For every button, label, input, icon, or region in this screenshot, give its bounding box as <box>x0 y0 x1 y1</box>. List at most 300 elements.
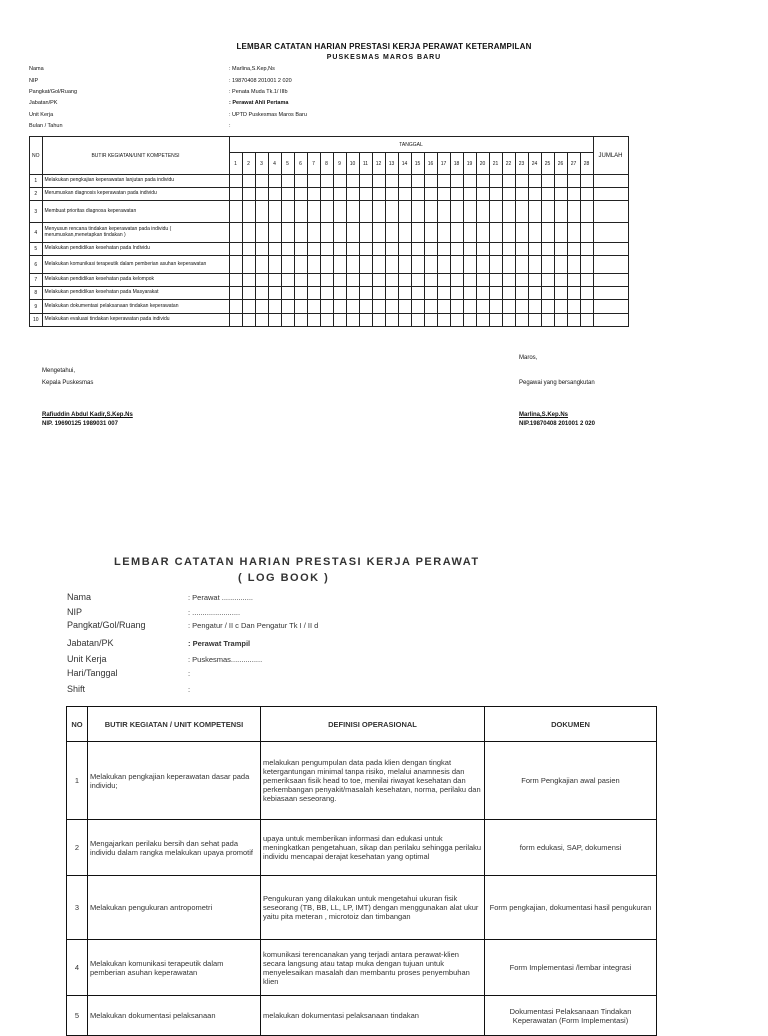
day-cell[interactable] <box>229 175 242 188</box>
day-cell[interactable] <box>424 300 437 314</box>
total-cell[interactable] <box>593 243 628 256</box>
day-cell[interactable] <box>255 201 268 223</box>
day-cell[interactable] <box>333 274 346 287</box>
day-cell[interactable] <box>437 274 450 287</box>
day-cell[interactable] <box>567 287 580 300</box>
day-cell[interactable] <box>463 175 476 188</box>
day-cell[interactable] <box>502 256 515 274</box>
day-cell[interactable] <box>255 274 268 287</box>
day-cell[interactable] <box>320 314 333 327</box>
day-cell[interactable] <box>281 256 294 274</box>
day-cell[interactable] <box>294 223 307 243</box>
day-cell[interactable] <box>476 188 489 201</box>
day-cell[interactable] <box>346 314 359 327</box>
day-cell[interactable] <box>320 188 333 201</box>
day-cell[interactable] <box>476 201 489 223</box>
activity-header: BUTIR KEGIATAN/UNIT KOMPETENSI <box>42 137 229 175</box>
day-cell[interactable] <box>554 314 567 327</box>
day-cell[interactable] <box>359 188 372 201</box>
day-cell[interactable] <box>398 243 411 256</box>
day-cell[interactable] <box>359 300 372 314</box>
day-cell[interactable] <box>424 175 437 188</box>
day-cell[interactable] <box>502 223 515 243</box>
day-cell[interactable] <box>567 314 580 327</box>
day-cell[interactable] <box>268 188 281 201</box>
day-cell[interactable] <box>489 243 502 256</box>
day-cell[interactable] <box>307 256 320 274</box>
day-cell[interactable] <box>502 201 515 223</box>
day-cell[interactable] <box>424 256 437 274</box>
day-cell[interactable] <box>567 300 580 314</box>
day-cell[interactable] <box>411 274 424 287</box>
day-cell[interactable] <box>372 300 385 314</box>
day-cell[interactable] <box>281 223 294 243</box>
day-cell[interactable] <box>424 201 437 223</box>
day-cell[interactable] <box>463 314 476 327</box>
day-cell[interactable] <box>385 175 398 188</box>
day-cell[interactable] <box>229 287 242 300</box>
day-cell[interactable] <box>528 300 541 314</box>
day-cell[interactable] <box>255 300 268 314</box>
day-cell[interactable] <box>424 223 437 243</box>
day-cell[interactable] <box>372 201 385 223</box>
day-cell[interactable] <box>294 256 307 274</box>
day-cell[interactable] <box>476 314 489 327</box>
day-cell[interactable] <box>229 201 242 223</box>
day-cell[interactable] <box>385 287 398 300</box>
day-cell[interactable] <box>489 175 502 188</box>
day-cell[interactable] <box>229 314 242 327</box>
day-cell[interactable] <box>528 314 541 327</box>
day-cell[interactable] <box>242 287 255 300</box>
day-cell[interactable] <box>255 223 268 243</box>
day-cell[interactable] <box>385 274 398 287</box>
day-cell[interactable] <box>242 256 255 274</box>
total-cell[interactable] <box>593 256 628 274</box>
day-cell[interactable] <box>528 201 541 223</box>
sheet1-subtitle: PUSKESMAS MAROS BARU <box>326 54 442 61</box>
day-cell[interactable] <box>242 188 255 201</box>
day-cell[interactable] <box>489 201 502 223</box>
total-cell[interactable] <box>593 175 628 188</box>
day-cell[interactable] <box>502 188 515 201</box>
day-cell[interactable] <box>515 256 528 274</box>
day-cell[interactable] <box>450 287 463 300</box>
day-cell[interactable] <box>268 300 281 314</box>
day-cell[interactable] <box>385 314 398 327</box>
day-cell[interactable] <box>372 175 385 188</box>
day-cell[interactable] <box>437 256 450 274</box>
day-cell[interactable] <box>554 243 567 256</box>
day-cell[interactable] <box>411 300 424 314</box>
day-cell[interactable] <box>372 188 385 201</box>
day-cell[interactable] <box>307 300 320 314</box>
day-cell[interactable] <box>255 243 268 256</box>
day-cell[interactable] <box>281 188 294 201</box>
day-cell[interactable] <box>554 201 567 223</box>
day-cell[interactable] <box>541 188 554 201</box>
day-cell[interactable] <box>567 243 580 256</box>
day-cell[interactable] <box>476 223 489 243</box>
day-cell[interactable] <box>268 243 281 256</box>
day-cell[interactable] <box>437 201 450 223</box>
day-cell[interactable] <box>346 256 359 274</box>
day-cell[interactable] <box>398 223 411 243</box>
day-cell[interactable] <box>450 201 463 223</box>
day-cell[interactable] <box>229 243 242 256</box>
day-cell[interactable] <box>333 175 346 188</box>
total-cell[interactable] <box>593 314 628 327</box>
day-cell[interactable] <box>489 274 502 287</box>
day-cell[interactable] <box>281 287 294 300</box>
day-cell[interactable] <box>242 201 255 223</box>
day-cell[interactable] <box>567 223 580 243</box>
day-cell[interactable] <box>229 274 242 287</box>
day-cell[interactable] <box>515 243 528 256</box>
day-cell[interactable] <box>450 188 463 201</box>
day-cell[interactable] <box>502 287 515 300</box>
day-cell[interactable] <box>333 314 346 327</box>
day-cell[interactable] <box>567 201 580 223</box>
day-cell[interactable] <box>476 243 489 256</box>
day-cell[interactable] <box>320 300 333 314</box>
day-cell[interactable] <box>255 175 268 188</box>
day-cell[interactable] <box>554 274 567 287</box>
day-cell[interactable] <box>268 175 281 188</box>
day-cell[interactable] <box>476 287 489 300</box>
day-cell[interactable] <box>411 188 424 201</box>
day-cell[interactable] <box>424 274 437 287</box>
day-cell[interactable] <box>502 314 515 327</box>
day-cell[interactable] <box>554 300 567 314</box>
day-cell[interactable] <box>385 256 398 274</box>
day-cell[interactable] <box>307 314 320 327</box>
sheet1-field-label: Nama <box>29 66 44 72</box>
day-cell[interactable] <box>463 201 476 223</box>
day-cell[interactable] <box>489 287 502 300</box>
day-cell[interactable] <box>580 274 593 287</box>
day-cell[interactable] <box>294 175 307 188</box>
day-cell[interactable] <box>359 201 372 223</box>
no-header: NO <box>30 137 43 175</box>
day-cell[interactable] <box>554 175 567 188</box>
day-cell[interactable] <box>346 201 359 223</box>
day-cell[interactable] <box>359 223 372 243</box>
day-cell[interactable] <box>450 256 463 274</box>
day-number: 23 <box>515 153 528 175</box>
day-cell[interactable] <box>554 188 567 201</box>
day-cell[interactable] <box>515 287 528 300</box>
day-cell[interactable] <box>398 300 411 314</box>
total-cell[interactable] <box>593 274 628 287</box>
day-cell[interactable] <box>359 314 372 327</box>
day-cell[interactable] <box>307 274 320 287</box>
day-cell[interactable] <box>320 243 333 256</box>
day-cell[interactable] <box>229 188 242 201</box>
day-cell[interactable] <box>307 201 320 223</box>
day-cell[interactable] <box>541 201 554 223</box>
total-cell[interactable] <box>593 287 628 300</box>
day-cell[interactable] <box>437 175 450 188</box>
day-cell[interactable] <box>268 287 281 300</box>
day-cell[interactable] <box>359 274 372 287</box>
day-cell[interactable] <box>333 287 346 300</box>
day-cell[interactable] <box>515 300 528 314</box>
day-cell[interactable] <box>437 300 450 314</box>
day-cell[interactable] <box>398 188 411 201</box>
day-cell[interactable] <box>398 201 411 223</box>
day-cell[interactable] <box>515 175 528 188</box>
day-cell[interactable] <box>281 300 294 314</box>
day-cell[interactable] <box>450 274 463 287</box>
day-cell[interactable] <box>385 223 398 243</box>
day-cell[interactable] <box>346 223 359 243</box>
row-number: 6 <box>30 256 43 274</box>
day-cell[interactable] <box>411 256 424 274</box>
day-cell[interactable] <box>450 223 463 243</box>
day-cell[interactable] <box>229 223 242 243</box>
day-cell[interactable] <box>450 314 463 327</box>
day-cell[interactable] <box>437 287 450 300</box>
day-cell[interactable] <box>580 300 593 314</box>
day-cell[interactable] <box>489 300 502 314</box>
day-cell[interactable] <box>281 314 294 327</box>
total-cell[interactable] <box>593 188 628 201</box>
day-cell[interactable] <box>580 188 593 201</box>
day-cell[interactable] <box>372 287 385 300</box>
day-cell[interactable] <box>411 223 424 243</box>
day-cell[interactable] <box>268 256 281 274</box>
day-cell[interactable] <box>333 300 346 314</box>
day-cell[interactable] <box>541 287 554 300</box>
day-number: 5 <box>281 153 294 175</box>
day-cell[interactable] <box>489 314 502 327</box>
day-cell[interactable] <box>463 300 476 314</box>
day-cell[interactable] <box>476 300 489 314</box>
day-cell[interactable] <box>346 188 359 201</box>
day-cell[interactable] <box>424 188 437 201</box>
day-cell[interactable] <box>333 243 346 256</box>
day-cell[interactable] <box>294 274 307 287</box>
day-cell[interactable] <box>424 287 437 300</box>
day-cell[interactable] <box>528 256 541 274</box>
day-cell[interactable] <box>437 243 450 256</box>
day-cell[interactable] <box>541 256 554 274</box>
day-cell[interactable] <box>242 243 255 256</box>
day-cell[interactable] <box>541 243 554 256</box>
day-cell[interactable] <box>476 256 489 274</box>
day-cell[interactable] <box>320 175 333 188</box>
day-cell[interactable] <box>307 175 320 188</box>
day-cell[interactable] <box>294 201 307 223</box>
day-cell[interactable] <box>463 287 476 300</box>
day-cell[interactable] <box>411 287 424 300</box>
day-cell[interactable] <box>502 243 515 256</box>
day-cell[interactable] <box>567 274 580 287</box>
day-cell[interactable] <box>229 256 242 274</box>
day-cell[interactable] <box>567 175 580 188</box>
day-cell[interactable] <box>463 243 476 256</box>
day-cell[interactable] <box>294 314 307 327</box>
total-cell[interactable] <box>593 201 628 223</box>
day-cell[interactable] <box>398 256 411 274</box>
day-cell[interactable] <box>320 201 333 223</box>
day-cell[interactable] <box>567 256 580 274</box>
day-cell[interactable] <box>398 175 411 188</box>
day-cell[interactable] <box>320 287 333 300</box>
day-cell[interactable] <box>515 274 528 287</box>
day-cell[interactable] <box>398 287 411 300</box>
day-cell[interactable] <box>528 175 541 188</box>
day-cell[interactable] <box>411 243 424 256</box>
day-cell[interactable] <box>476 274 489 287</box>
day-cell[interactable] <box>437 223 450 243</box>
day-cell[interactable] <box>372 256 385 274</box>
logbook-row-document: Form Implementasi /lembar integrasi <box>485 940 657 996</box>
day-cell[interactable] <box>359 175 372 188</box>
day-cell[interactable] <box>294 243 307 256</box>
day-cell[interactable] <box>242 274 255 287</box>
day-cell[interactable] <box>346 300 359 314</box>
day-cell[interactable] <box>502 300 515 314</box>
day-cell[interactable] <box>463 274 476 287</box>
day-cell[interactable] <box>255 314 268 327</box>
day-cell[interactable] <box>541 300 554 314</box>
day-cell[interactable] <box>580 223 593 243</box>
day-cell[interactable] <box>333 223 346 243</box>
day-cell[interactable] <box>554 223 567 243</box>
day-cell[interactable] <box>463 223 476 243</box>
day-cell[interactable] <box>489 188 502 201</box>
day-cell[interactable] <box>359 243 372 256</box>
day-cell[interactable] <box>411 175 424 188</box>
day-cell[interactable] <box>242 175 255 188</box>
day-cell[interactable] <box>372 243 385 256</box>
day-cell[interactable] <box>515 188 528 201</box>
day-cell[interactable] <box>346 287 359 300</box>
day-cell[interactable] <box>320 274 333 287</box>
day-cell[interactable] <box>528 274 541 287</box>
day-cell[interactable] <box>255 256 268 274</box>
day-cell[interactable] <box>515 201 528 223</box>
day-cell[interactable] <box>580 287 593 300</box>
day-cell[interactable] <box>489 256 502 274</box>
day-cell[interactable] <box>450 175 463 188</box>
day-cell[interactable] <box>255 188 268 201</box>
day-cell[interactable] <box>411 314 424 327</box>
day-cell[interactable] <box>411 201 424 223</box>
day-cell[interactable] <box>463 256 476 274</box>
day-cell[interactable] <box>294 300 307 314</box>
day-cell[interactable] <box>385 243 398 256</box>
day-cell[interactable] <box>320 256 333 274</box>
day-cell[interactable] <box>489 223 502 243</box>
day-cell[interactable] <box>281 175 294 188</box>
day-cell[interactable] <box>580 175 593 188</box>
day-cell[interactable] <box>242 223 255 243</box>
day-cell[interactable] <box>346 175 359 188</box>
day-cell[interactable] <box>541 274 554 287</box>
day-cell[interactable] <box>307 188 320 201</box>
day-cell[interactable] <box>242 300 255 314</box>
day-cell[interactable] <box>580 256 593 274</box>
day-cell[interactable] <box>346 243 359 256</box>
day-cell[interactable] <box>450 243 463 256</box>
day-cell[interactable] <box>450 300 463 314</box>
day-cell[interactable] <box>268 274 281 287</box>
day-cell[interactable] <box>437 314 450 327</box>
day-cell[interactable] <box>333 201 346 223</box>
day-cell[interactable] <box>281 243 294 256</box>
day-cell[interactable] <box>554 287 567 300</box>
day-cell[interactable] <box>424 314 437 327</box>
day-cell[interactable] <box>541 175 554 188</box>
day-cell[interactable] <box>515 223 528 243</box>
total-cell[interactable] <box>593 300 628 314</box>
day-cell[interactable] <box>372 223 385 243</box>
day-cell[interactable] <box>528 287 541 300</box>
day-cell[interactable] <box>385 188 398 201</box>
day-cell[interactable] <box>554 256 567 274</box>
day-cell[interactable] <box>359 287 372 300</box>
day-cell[interactable] <box>255 287 268 300</box>
day-cell[interactable] <box>333 188 346 201</box>
total-cell[interactable] <box>593 223 628 243</box>
day-cell[interactable] <box>424 243 437 256</box>
day-cell[interactable] <box>333 256 346 274</box>
day-cell[interactable] <box>398 274 411 287</box>
day-cell[interactable] <box>372 314 385 327</box>
day-cell[interactable] <box>346 274 359 287</box>
day-cell[interactable] <box>359 256 372 274</box>
day-cell[interactable] <box>307 223 320 243</box>
day-cell[interactable] <box>281 201 294 223</box>
day-cell[interactable] <box>281 274 294 287</box>
day-cell[interactable] <box>320 223 333 243</box>
day-cell[interactable] <box>528 243 541 256</box>
day-cell[interactable] <box>502 274 515 287</box>
day-cell[interactable] <box>528 223 541 243</box>
day-cell[interactable] <box>229 300 242 314</box>
day-cell[interactable] <box>580 314 593 327</box>
day-cell[interactable] <box>268 314 281 327</box>
day-cell[interactable] <box>307 287 320 300</box>
day-cell[interactable] <box>567 188 580 201</box>
day-cell[interactable] <box>385 201 398 223</box>
day-cell[interactable] <box>580 201 593 223</box>
day-cell[interactable] <box>268 223 281 243</box>
day-cell[interactable] <box>476 175 489 188</box>
day-cell[interactable] <box>463 188 476 201</box>
table-row <box>30 201 629 223</box>
day-cell[interactable] <box>528 188 541 201</box>
day-cell[interactable] <box>294 287 307 300</box>
day-cell[interactable] <box>268 201 281 223</box>
day-cell[interactable] <box>385 300 398 314</box>
day-cell[interactable] <box>398 314 411 327</box>
day-cell[interactable] <box>541 314 554 327</box>
day-cell[interactable] <box>502 175 515 188</box>
sheet2-field-label: Hari/Tanggal <box>67 668 118 678</box>
day-cell[interactable] <box>372 274 385 287</box>
day-cell[interactable] <box>307 243 320 256</box>
day-cell[interactable] <box>294 188 307 201</box>
day-cell[interactable] <box>242 314 255 327</box>
day-cell[interactable] <box>541 223 554 243</box>
day-cell[interactable] <box>515 314 528 327</box>
day-cell[interactable] <box>437 188 450 201</box>
day-cell[interactable] <box>580 243 593 256</box>
